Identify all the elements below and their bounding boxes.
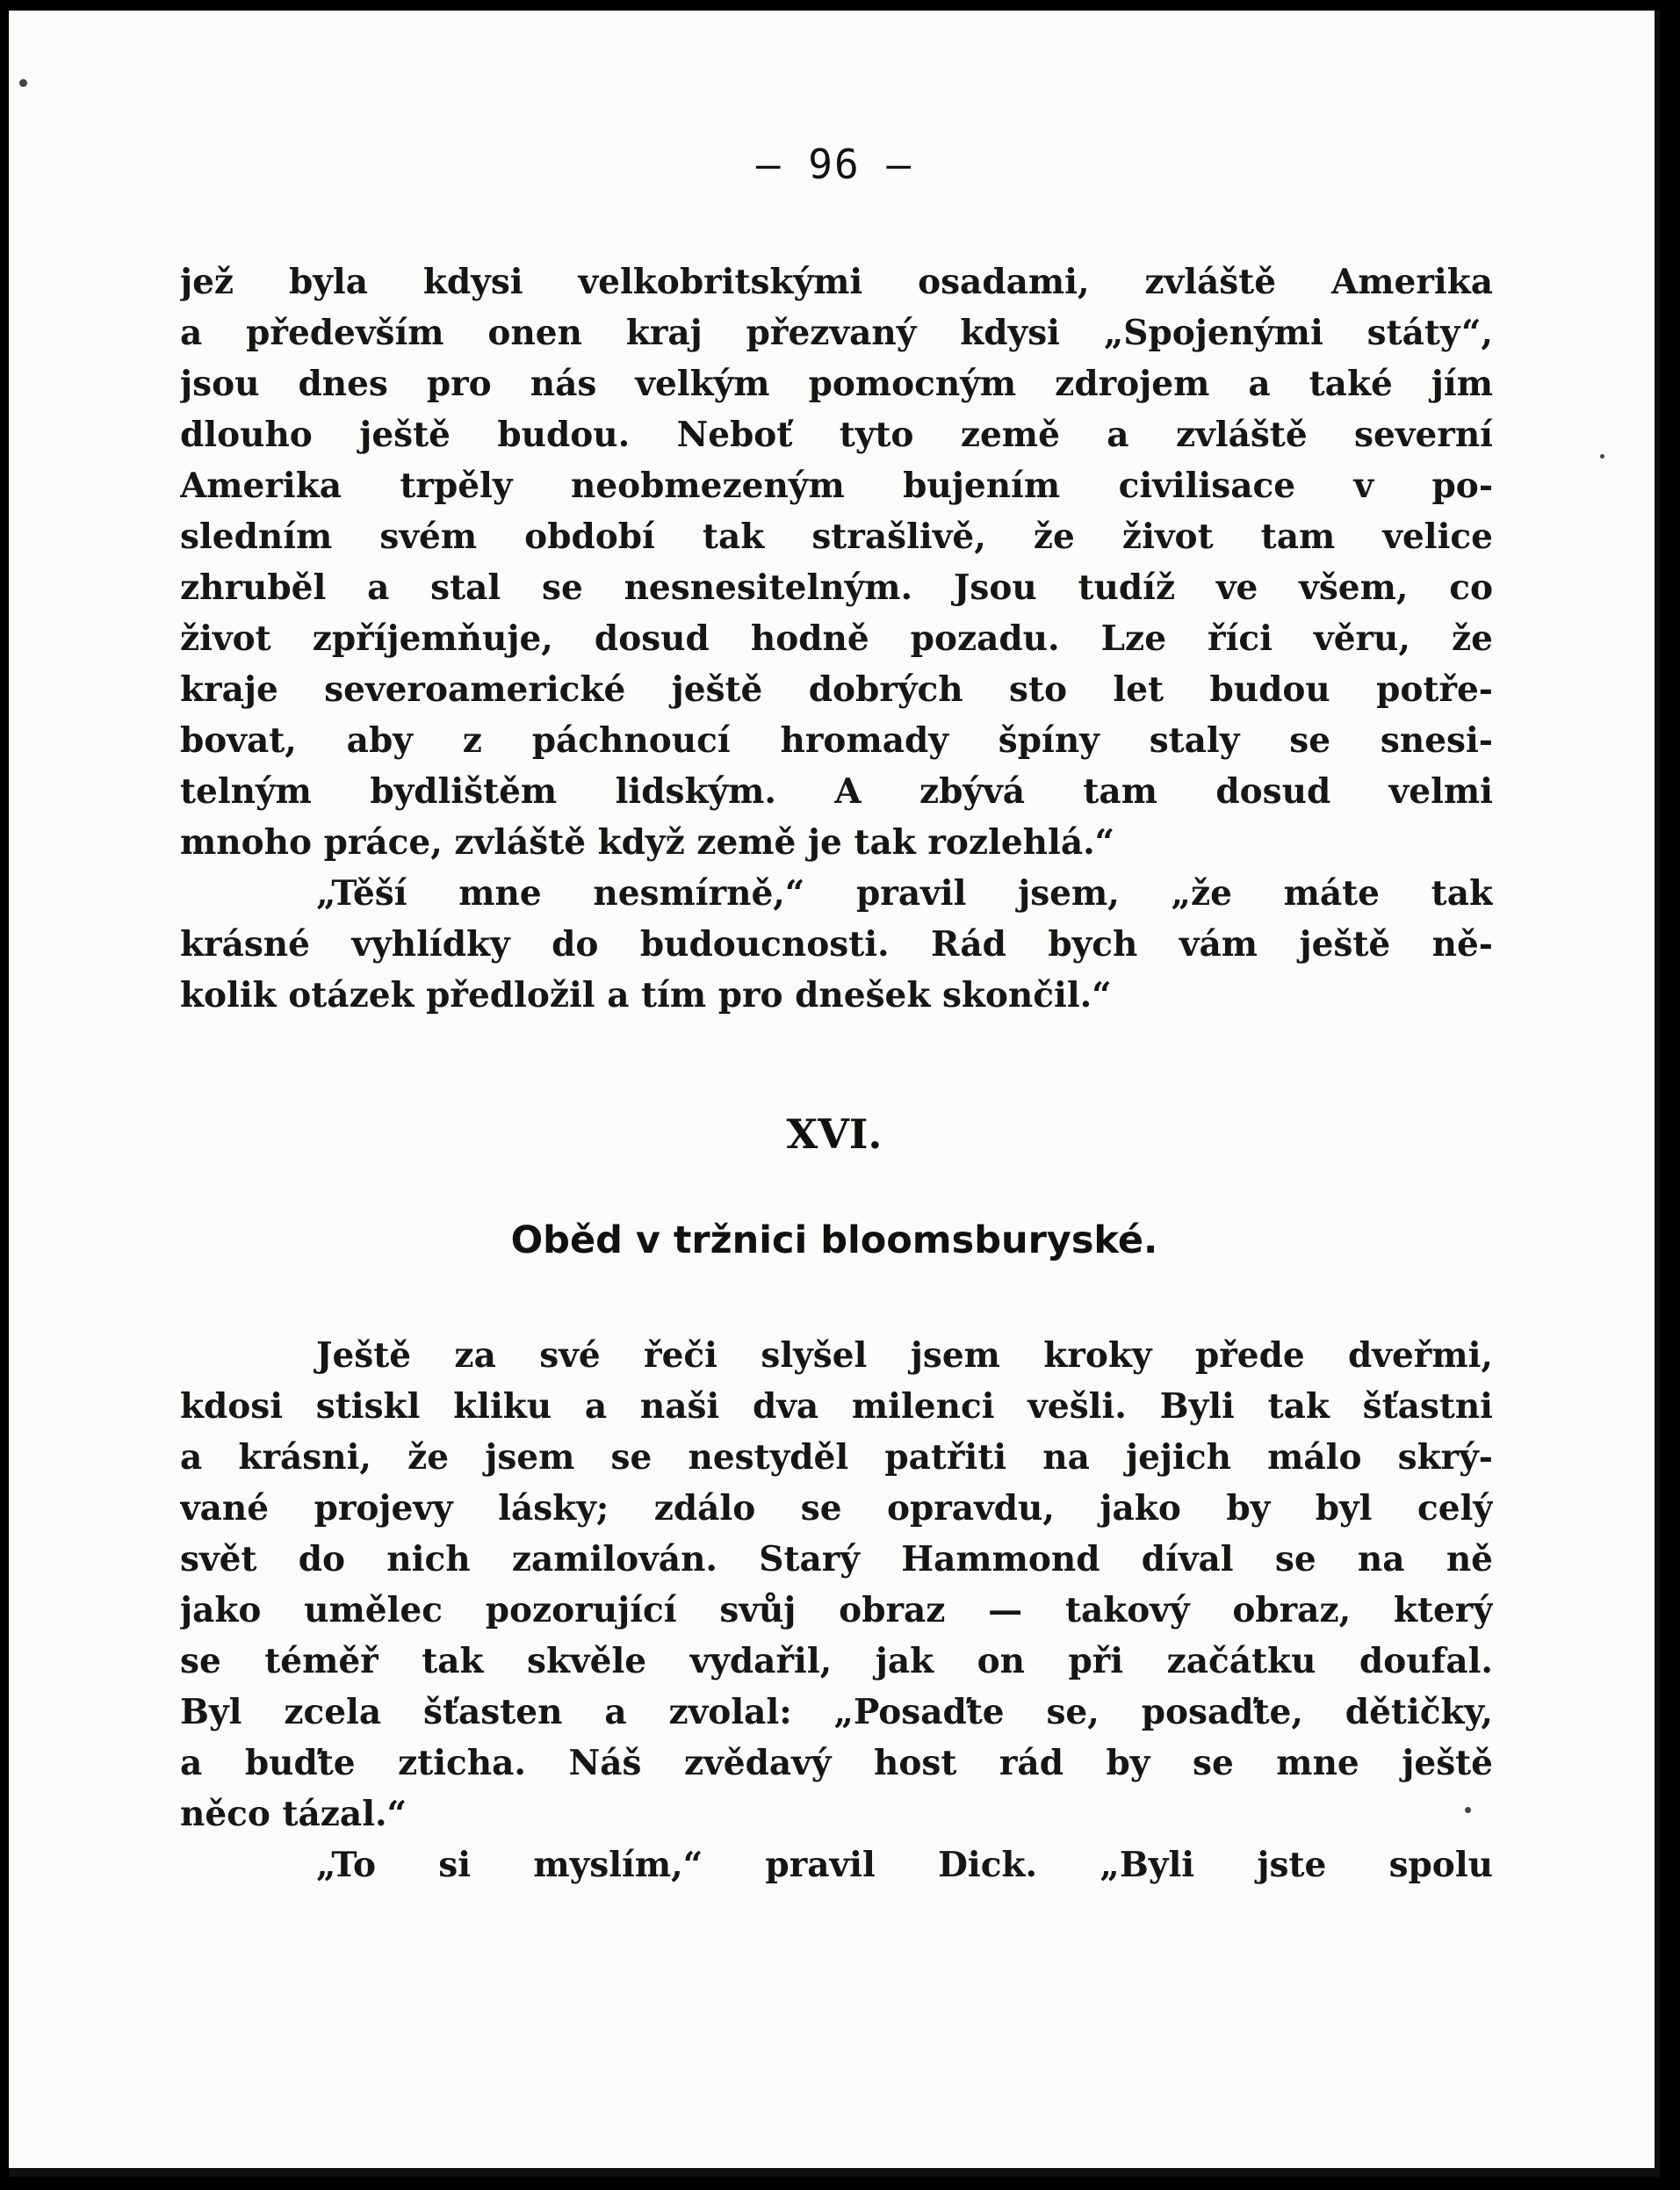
chapter-title: Oběd v tržnici bloomsburyské. — [510, 1218, 1158, 1262]
text-line: sledním svém období tak strašlivě, že život tam velice — [180, 517, 1493, 557]
text-line: mnoho práce, zvláště když země je tak rozlehlá.“ — [180, 822, 1115, 863]
text-line: Ještě za své řeči slyšel jsem kroky přede dveřmi, — [316, 1335, 1493, 1376]
text-line: se téměř tak skvěle vydařil, jak on při začátku doufal. — [180, 1641, 1493, 1681]
page-edge-right — [1655, 11, 1660, 2177]
book-page — [9, 11, 1660, 2177]
text-line: krásné vyhlídky do budoucnosti. Rád bych vám ještě ně- — [180, 924, 1493, 965]
text-line: a buďte zticha. Náš zvědavý host rád by se mne ještě — [180, 1743, 1493, 1783]
ink-speck — [1600, 454, 1604, 459]
text-line: dlouho ještě budou. Neboť tyto země a zvláště severní — [180, 415, 1493, 455]
text-line: Amerika trpěly neobmezeným bujením civilisace v po- — [180, 466, 1493, 506]
text-line: svět do nich zamilován. Starý Hammond díval se na ně — [180, 1539, 1493, 1579]
text-line: telným bydlištěm lidským. A zbývá tam dosud velmi — [180, 771, 1493, 812]
text-line: vané projevy lásky; zdálo se opravdu, jako by byl celý — [180, 1488, 1493, 1529]
text-line: a především onen kraj přezvaný kdysi „Spojenými státy“, — [180, 313, 1493, 353]
text-line: Byl zcela šťasten a zvolal: „Posaďte se, posaďte, dětičky, — [180, 1692, 1493, 1732]
text-line: a krásni, že jsem se nestyděl patřiti na jejich málo skrý- — [180, 1437, 1493, 1478]
text-line: zhruběl a stal se nesnesitelným. Jsou tudíž ve všem, co — [180, 567, 1493, 608]
text-line: jsou dnes pro nás velkým pomocným zdrojem a také jím — [180, 364, 1493, 404]
text-line: „Těší mne nesmírně,“ pravil jsem, „že máte tak — [316, 873, 1493, 914]
text-line: život zpříjemňuje, dosud hodně pozadu. Lze říci věru, že — [180, 618, 1493, 659]
chapter-number: XVI. — [786, 1110, 883, 1158]
paragraph-continued — [180, 257, 1493, 1021]
text-line: jež byla kdysi velkobritskými osadami, zvláště Amerika — [180, 262, 1493, 302]
page-number: — 96 — — [755, 141, 913, 188]
text-line: kraje severoamerické ještě dobrých sto let budou potře- — [180, 669, 1493, 710]
text-line: něco tázal.“ — [180, 1794, 407, 1834]
text-line: kdosi stiskl kliku a naši dva milenci vešli. Byli tak šťastni — [180, 1386, 1493, 1427]
text-line: jako umělec pozorující svůj obraz — takový obraz, který — [180, 1590, 1493, 1630]
chapter-paragraph — [180, 1330, 1493, 1890]
text-line: kolik otázek předložil a tím pro dnešek skončil.“ — [180, 975, 1112, 1015]
text-line: „To si myslím,“ pravil Dick. „Byli jste spolu — [316, 1845, 1493, 1885]
ink-speck — [19, 79, 27, 87]
page-edge-bottom — [9, 2168, 1660, 2177]
text-line: bovat, aby z páchnoucí hromady špíny staly se snesi- — [180, 720, 1493, 761]
